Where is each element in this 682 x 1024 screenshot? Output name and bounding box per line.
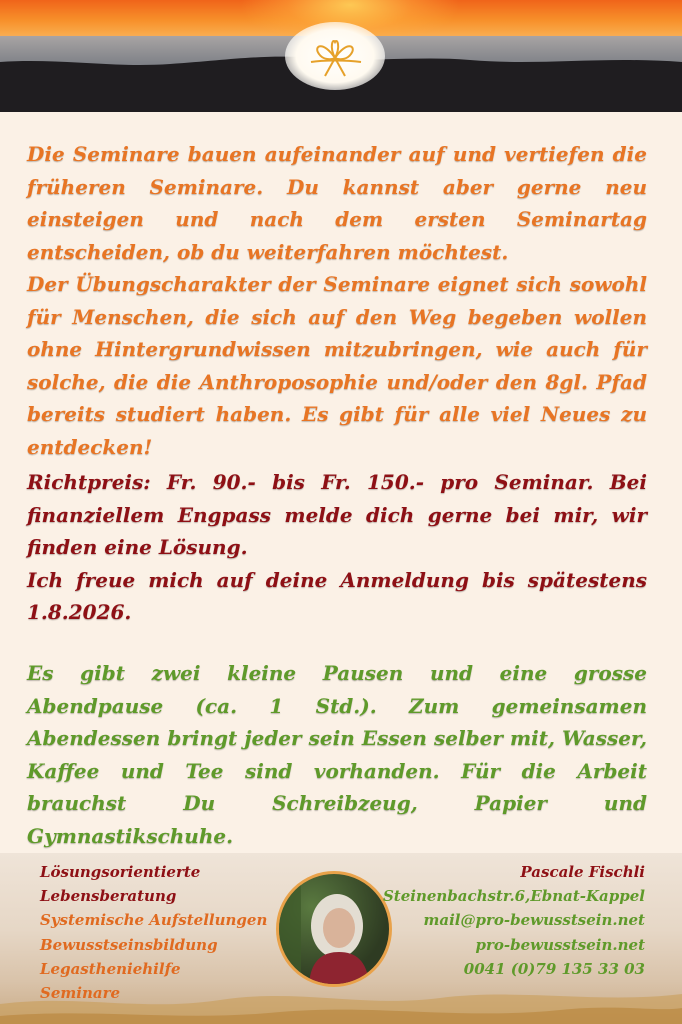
info-text (27, 657, 647, 852)
service-item: Legastheniehilfe (40, 959, 181, 978)
service-item: Lebensberatung (40, 887, 177, 906)
contact-website-link[interactable]: pro-bewusstsein.net (475, 935, 645, 954)
service-item: Seminare (40, 984, 121, 1003)
contact-phone: 0041 (0)79 135 33 03 (463, 959, 645, 978)
price-paragraph-2: Ich freue mich auf deine Anmeldung bis spätestens 1.8.2026. (27, 567, 647, 624)
portrait-figure (279, 874, 389, 984)
services-list (40, 860, 267, 1005)
contact-address: Steinenbachstr.6,Ebnat-Kappel (382, 887, 645, 906)
contact-info (383, 860, 645, 981)
portrait-photo (276, 871, 392, 987)
price-text (27, 466, 647, 629)
intro-text (27, 138, 647, 463)
service-item: Systemische Aufstellungen (40, 911, 268, 930)
contact-email-link[interactable]: mail@pro-bewusstsein.net (423, 911, 645, 930)
sunset-header (0, 0, 682, 112)
price-paragraph-1: Richtpreis: Fr. 90.- bis Fr. 150.- pro Seminar. Bei finanziellem Engpass melde dich gerne bei mir, wir finden eine Lösung. (27, 470, 647, 559)
logo-badge (285, 22, 385, 90)
contact-name: Pascale Fischli (520, 863, 645, 881)
footer (0, 853, 682, 1024)
service-item: Lösungsorientierte (40, 863, 201, 881)
heart-ribbon-logo-icon (305, 32, 365, 80)
intro-paragraph-2: Der Übungscharakter der Seminare eignet sich sowohl für Menschen, die sich auf den Weg begeben wollen ohne Hintergrundwissen mitzubringen, wie auch für solche, die die Anthroposophie und/oder den 8gl. Pfad bereits studiert haben. Es gibt für alle viel Neues zu entdecken! (27, 272, 647, 459)
intro-paragraph-1: Die Seminare bauen aufeinander auf und vertiefen die früheren Seminare. Du kannst aber gerne neu einsteigen und nach dem ersten Seminartag entscheiden, ob du weiterfahren möchtest. (27, 142, 647, 264)
info-paragraph: Es gibt zwei kleine Pausen und eine grosse Abendpause (ca. 1 Std.). Zum gemeinsamen Abendessen bringt jeder sein Essen selber mit, Wasser, Kaffee und Tee sind vorhanden. Für die Arbeit brauchst Du Schreibzeug, Papier und Gymnastikschuhe. (27, 661, 647, 848)
service-item: Bewusstseinsbildung (40, 935, 218, 954)
